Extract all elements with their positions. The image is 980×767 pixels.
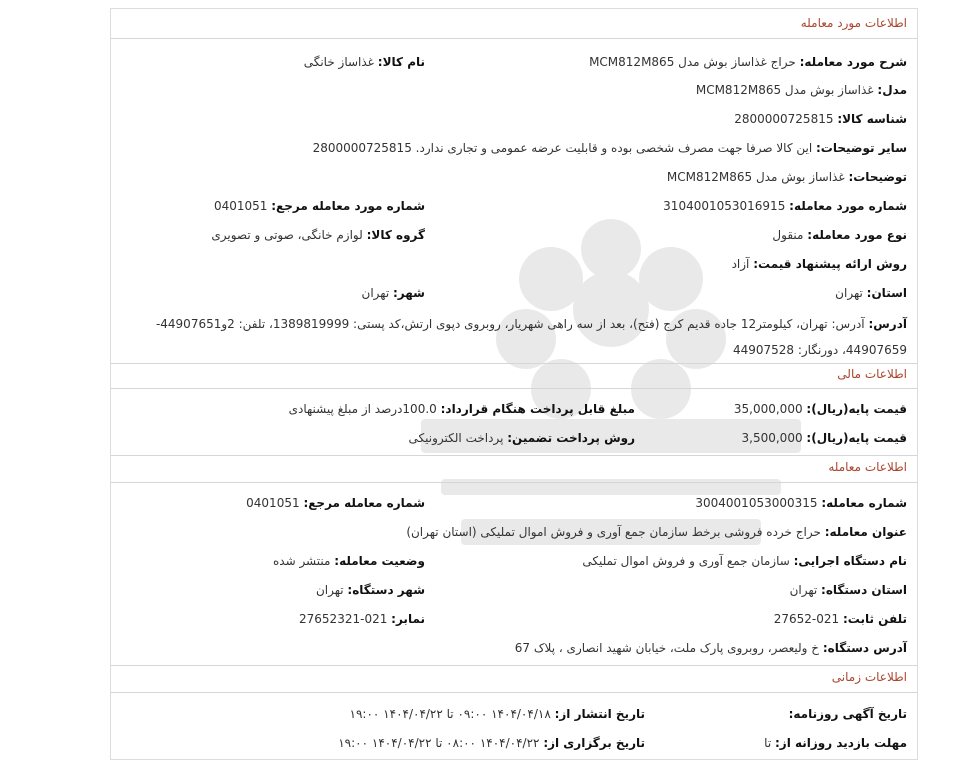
publish-date-value: ۱۴۰۴/۰۴/۱۸ ۰۹:۰۰ تا ۱۴۰۴/۰۴/۲۲ ۱۹:۰۰ [349, 707, 551, 721]
goods-name-value: غذاساز خانگی [303, 55, 374, 69]
divider [111, 482, 917, 483]
ref-deal-number-label: شماره معامله مرجع: [303, 496, 425, 510]
contract-payment-label: مبلغ قابل پرداخت هنگام قرارداد: [440, 402, 635, 416]
section-title-financial: اطلاعات مالی [837, 367, 907, 381]
landline-phone-value: 021-27652 [773, 612, 840, 626]
item-type-label: نوع مورد معامله: [807, 228, 907, 242]
hold-date-value: ۱۴۰۴/۰۴/۲۲ ۰۸:۰۰ تا ۱۴۰۴/۰۴/۲۲ ۱۹:۰۰ [338, 736, 540, 750]
base-price [734, 402, 907, 416]
executive-agency-value: سازمان جمع آوری و فروش اموال تملیکی [582, 554, 790, 568]
province [835, 286, 907, 300]
deal-number-label: شماره معامله: [821, 496, 907, 510]
guarantee-price-label: قیمت پایه(ریال): [806, 431, 907, 445]
section-title-item: اطلاعات مورد معامله [800, 16, 907, 30]
agency-city-value: تهران [315, 583, 344, 597]
section-title-deal: اطلاعات معامله [828, 460, 907, 474]
goods-name-label: نام کالا: [377, 55, 425, 69]
hold-date [338, 736, 645, 750]
other-description-label: سایر توضیحات: [816, 141, 907, 155]
goods-group-value: لوازم خانگی، صوتی و تصویری [211, 228, 363, 242]
guarantee-method-label: روش پرداخت تضمین: [507, 431, 635, 445]
executive-agency-label: نام دستگاه اجرایی: [793, 554, 907, 568]
contract-payment [289, 402, 635, 416]
item-number [663, 199, 907, 213]
watermark-logo-icon [401, 189, 821, 569]
goods-group-label: گروه کالا: [366, 228, 425, 242]
guarantee-price-value: 3,500,000 [741, 431, 803, 445]
divider [111, 38, 917, 39]
deal-status-value: منتشر شده [272, 554, 331, 568]
deal-title [406, 525, 907, 539]
landline-phone-label: تلفن ثابت: [842, 612, 907, 626]
divider [111, 363, 917, 364]
notes [667, 170, 907, 184]
divider [111, 455, 917, 456]
notes-value: غذاساز بوش مدل MCM812M865 [666, 170, 845, 184]
fax-value: 021-27652321 [299, 612, 388, 626]
landline-phone [774, 612, 907, 626]
guarantee-method-value: پرداخت الکترونیکی [408, 431, 504, 445]
price-method-label: روش ارائه پیشنهاد قیمت: [753, 257, 907, 271]
item-number-value: 3104001053016915 [663, 199, 786, 213]
contract-payment-value: 100.0درصد از مبلغ پیشنهادی [288, 402, 437, 416]
agency-city-label: شهر دستگاه: [347, 583, 425, 597]
daily-visit-label: مهلت بازدید روزانه از: [775, 736, 907, 750]
address [119, 311, 907, 363]
ref-item-number-value: 0401051 [213, 199, 268, 213]
goods-id [734, 112, 907, 126]
agency-address-label: آدرس دستگاه: [822, 641, 907, 655]
item-type-value: منقول [772, 228, 804, 242]
goods-group [211, 228, 425, 242]
publish-date-label: تاریخ انتشار از: [554, 707, 645, 721]
city-label: شهر: [393, 286, 425, 300]
price-method [732, 257, 907, 271]
agency-city [316, 583, 425, 597]
goods-id-label: شناسه کالا: [837, 112, 907, 126]
other-description [313, 141, 907, 155]
item-description-value: حراج غذاساز بوش مدل MCM812M865 [589, 55, 796, 69]
address-value: آدرس: تهران، کیلومتر12 جاده قدیم کرج (فتح)، بعد از سه راهی شهریار، روبروی دپوی ارتش،کد پستی: 1389819999، تلفن: 2و44907651-44907659، دورنگار: 44907528 [155, 317, 907, 357]
daily-visit-value: تا [764, 736, 772, 750]
city [362, 286, 425, 300]
model-value: غذاساز بوش مدل MCM812M865 [695, 83, 874, 97]
base-price-label: قیمت پایه(ریال): [806, 402, 907, 416]
info-panel [110, 8, 918, 760]
agency-province [790, 583, 907, 597]
divider [111, 388, 917, 389]
deal-number-value: 3004001053000315 [695, 496, 818, 510]
deal-status [273, 554, 425, 568]
agency-province-value: تهران [789, 583, 818, 597]
divider [111, 692, 917, 693]
section-title-time: اطلاعات زمانی [831, 670, 907, 684]
price-method-value: آزاد [731, 257, 750, 271]
ref-item-number-label: شماره مورد معامله مرجع: [271, 199, 425, 213]
agency-province-label: استان دستگاه: [821, 583, 907, 597]
newspaper-date-label: تاریخ آگهی روزنامه: [788, 707, 907, 721]
other-description-value: این کالا صرفا جهت مصرف شخصی بوده و قابلیت عرضه عمومی و تجاری ندارد. 2800000725815 [312, 141, 813, 155]
daily-visit [764, 736, 907, 750]
item-type [772, 228, 907, 242]
executive-agency [582, 554, 907, 568]
publish-date [350, 707, 645, 721]
deal-status-label: وضعیت معامله: [334, 554, 425, 568]
ref-deal-number [246, 496, 425, 510]
model-label: مدل: [877, 83, 907, 97]
goods-name [304, 55, 425, 69]
deal-title-label: عنوان معامله: [824, 525, 907, 539]
divider [111, 665, 917, 666]
deal-number [695, 496, 907, 510]
agency-address [515, 641, 907, 655]
goods-id-value: 2800000725815 [734, 112, 834, 126]
model [696, 83, 907, 97]
guarantee-method [409, 431, 635, 445]
ref-item-number [214, 199, 425, 213]
agency-address-value: خ ولیعصر، روبروی پارک ملت، خیابان شهید انصاری ، پلاک 67 [514, 641, 820, 655]
city-value: تهران [361, 286, 390, 300]
notes-label: توضیحات: [848, 170, 907, 184]
guarantee-price [742, 431, 907, 445]
fax [299, 612, 425, 626]
deal-title-value: حراج خرده فروشی برخط سازمان جمع آوری و فروش اموال تملیکی (استان تهران) [406, 525, 821, 539]
fax-label: نمابر: [391, 612, 425, 626]
item-description [589, 55, 907, 69]
province-label: استان: [866, 286, 907, 300]
address-label: آدرس: [868, 317, 907, 331]
ref-deal-number-value: 0401051 [246, 496, 300, 510]
item-description-label: شرح مورد معامله: [799, 55, 907, 69]
base-price-value: 35,000,000 [733, 402, 803, 416]
newspaper-date [789, 707, 907, 721]
hold-date-label: تاریخ برگزاری از: [543, 736, 645, 750]
item-number-label: شماره مورد معامله: [789, 199, 907, 213]
province-value: تهران [835, 286, 863, 300]
